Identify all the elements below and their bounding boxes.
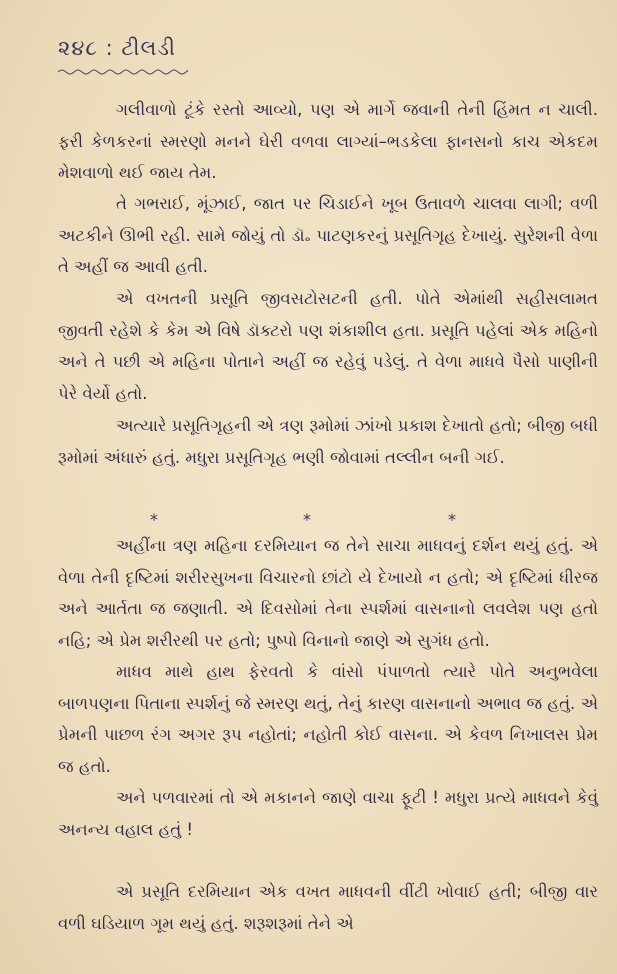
paragraph: એ પ્રસૂતિ દરમિયાન એક વખત માધવની વીંટી ખોવાઈ હતી; બીજી વાર વળી ઘડિયાળ ગૂમ થયું હતું. શરૂશરૂમાં તેને એ (58, 882, 598, 933)
paragraph: તે ગભરાઈ, મૂંઝાઈ, જાત પર ચિડાઈને ખૂબ ઉતાવળે ચાલવા લાગી; વળી અટકીને ઊભી રહી. સામે જોયું તો ડૉ૰ પાટણકરનું પ્રસૂતિગૃહ દેખાયું. સુરેશની વેળા તે અહીં જ આવી હતી. (58, 194, 598, 276)
paragraph: માધવ માથે હાથ ફેરવતો કે વાંસો પંપાળતો ત્યારે પોતે અનુભવેલા બાળપણના પિતાના સ્પર્શનું જે સ્મરણ થતું, તેનું કારણ વાસનાનો અભાવ જ હતું. એ પ્રેમની પાછળ રંગ અગર રૂપ નહોતાં; નહોતી કોઈ વાસના. એ કેવળ નિખાલસ પ્રેમ જ હતો. (58, 662, 598, 776)
paragraph: એ વખતની પ્રસૂતિ જીવસટોસટની હતી. પોતે એમાંથી સહીસલામત જીવતી રહેશે કે કેમ એ વિષે ડૉક્ટરો પણ શંકાશીલ હતા. પ્રસૂતિ પહેલાં એક મહિનો અને તે પછી એ મહિના પોતાને અહીં જ રહેવું પડેલું. તે વેળા માધવે પૈસો પાણીની પેરે વેર્યો હતો. (58, 289, 598, 403)
paragraph: અત્યારે પ્રસૂતિગૃહની એ ત્રણ રૂમોમાં ઝાંખો પ્રકાશ દેખાતો હતો; બીજી બધી રૂમોમાં અંધારું હતું. મધુરા પ્રસૂતિગૃહ ભણી જોવામાં તલ્લીન બની ગઈ. (58, 416, 598, 467)
separator-star: * (448, 510, 456, 529)
paragraph: ગલીવાળો ટૂંકે રસ્તો આવ્યો, પણ એ માર્ગે જવાની તેની હિંમત ન ચાલી. ફરી કેળકરનાં સ્મરણો મનને ઘેરી વળવા લાગ્યાં–ભડકેલા ફાનસનો કાચ એકદમ મેશવાળો થઈ જાય તેમ. (58, 100, 598, 182)
page-header: ૨૪૮ : ટીલડી (58, 36, 176, 60)
paragraph: અહીંના ત્રણ મહિના દરમિયાન જ તેને સાચા માધવનું દર્શન થયું હતું. એ વેળા તેની દૃષ્ટિમાં શરીરસુખના વિચારનો છાંટો યે દેખાયો ન હતો; એ દૃષ્ટિમાં ધીરજ અને આર્તતા જ જણાતી. એ દિવસોમાં તેના સ્પર્શમાં વાસનાનો લવલેશ પણ હતો નહિ; એ પ્રેમ શરીરથી પર હતો; પુષ્પો વિનાનો જાણે એ સુગંધ હતો. (58, 536, 598, 650)
section-separator (0, 510, 617, 530)
header-underline-ornament (58, 68, 188, 76)
paragraph: અને પળવારમાં તો એ મકાનને જાણે વાચા ફૂટી ! મધુરા પ્રત્યે માધવને કેવું અનન્ય વહાલ હતું ! (58, 788, 598, 839)
separator-star: * (303, 510, 311, 529)
separator-star: * (150, 510, 158, 529)
